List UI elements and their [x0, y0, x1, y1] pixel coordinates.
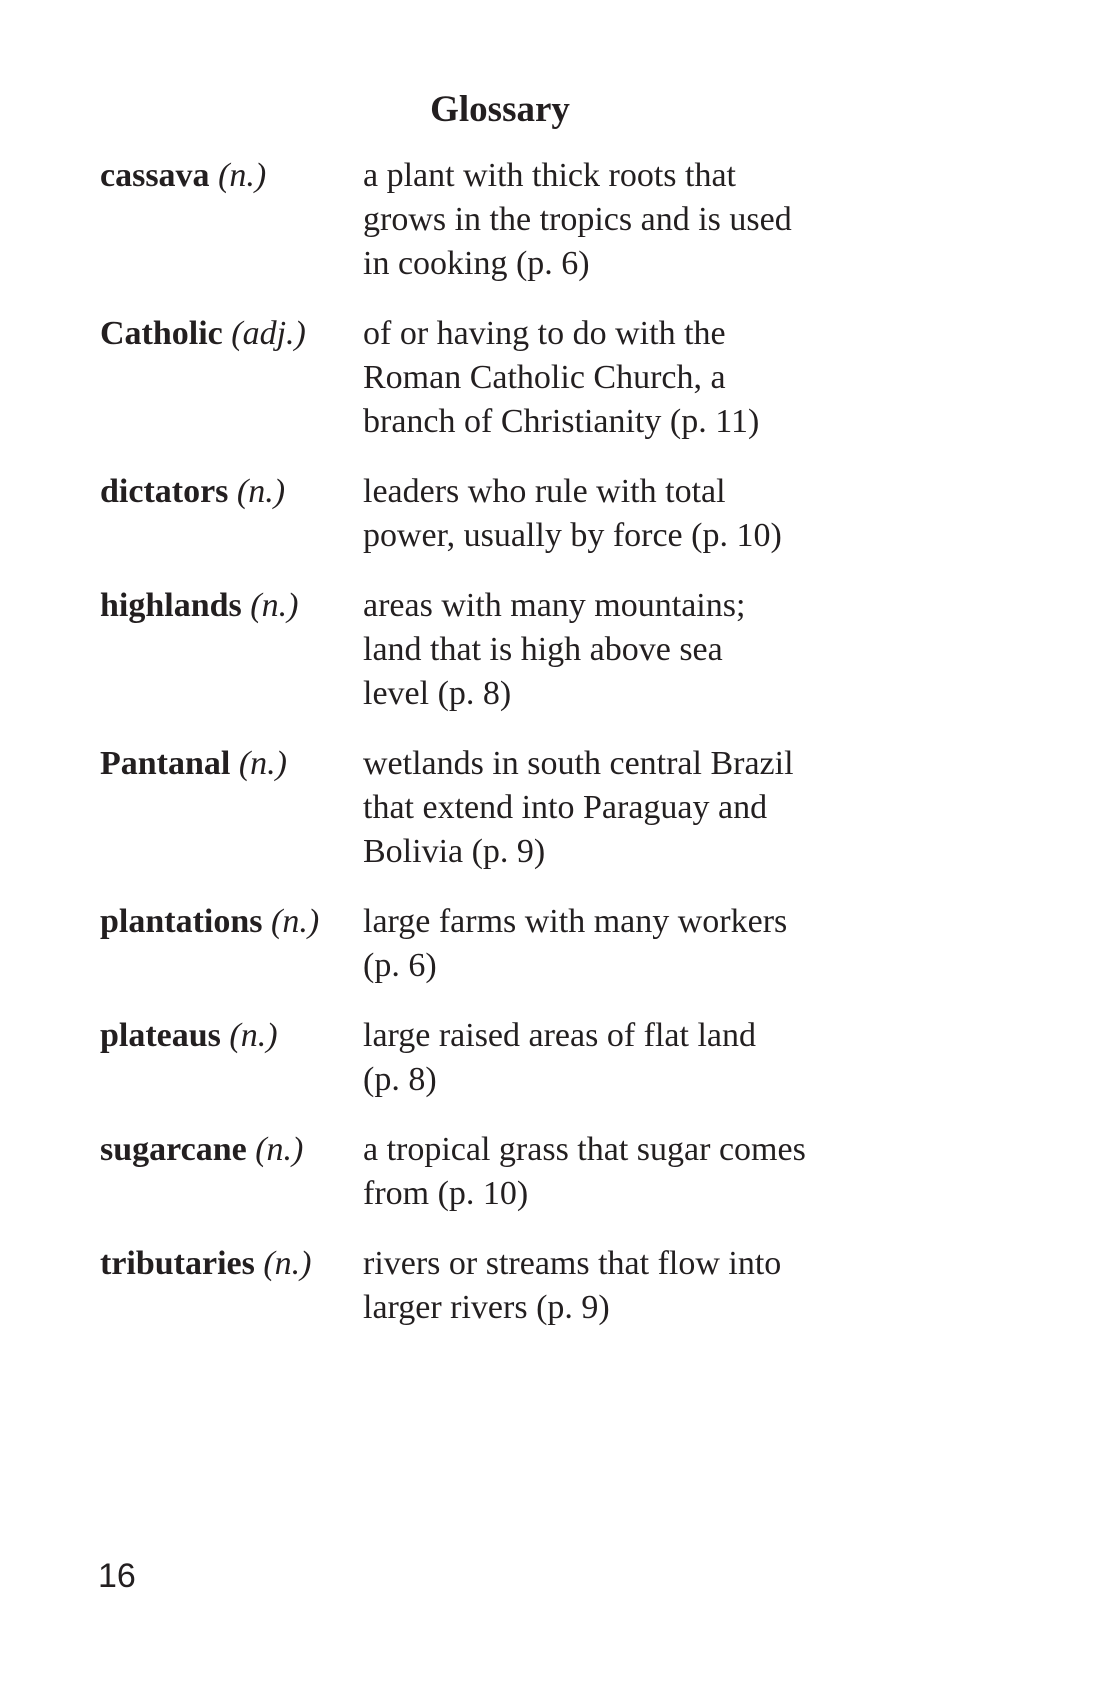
glossary-term: dictators	[100, 473, 229, 510]
part-of-speech: (n.)	[255, 1131, 304, 1168]
glossary-definition: areas with many mountains; land that is high above sea level (p. 8)	[363, 587, 746, 712]
glossary-entry-catholic	[100, 312, 940, 444]
part-of-speech: (n.)	[250, 587, 299, 624]
part-of-speech: (n.)	[263, 1245, 312, 1282]
page-number: 16	[98, 1557, 136, 1595]
glossary-term: sugarcane	[100, 1131, 247, 1168]
glossary-definition: leaders who rule with total power, usually by force (p. 10)	[363, 473, 782, 554]
term-column	[100, 312, 363, 444]
term-column	[100, 470, 363, 558]
glossary-term: tributaries	[100, 1245, 255, 1282]
glossary-list	[100, 154, 940, 1356]
term-column	[100, 584, 363, 716]
glossary-definition: large farms with many workers (p. 6)	[363, 903, 788, 984]
term-column	[100, 742, 363, 874]
glossary-definition: a tropical grass that sugar comes from (p. 10)	[363, 1131, 806, 1212]
term-column	[100, 1014, 363, 1102]
glossary-definition: large raised areas of flat land (p. 8)	[363, 1017, 757, 1098]
glossary-term: cassava	[100, 157, 210, 194]
glossary-entry-pantanal	[100, 742, 940, 874]
term-column	[100, 1128, 363, 1216]
part-of-speech: (n.)	[218, 157, 267, 194]
part-of-speech: (adj.)	[231, 315, 306, 352]
glossary-entry-highlands	[100, 584, 940, 716]
glossary-entry-dictators	[100, 470, 940, 558]
glossary-definition: wetlands in south central Brazil that extend into Paraguay and Bolivia (p. 9)	[363, 745, 794, 870]
glossary-entry-plateaus	[100, 1014, 940, 1102]
term-column	[100, 154, 363, 286]
part-of-speech: (n.)	[238, 745, 288, 782]
glossary-entry-sugarcane	[100, 1128, 940, 1216]
glossary-entry-cassava	[100, 154, 940, 286]
part-of-speech: (n.)	[229, 1017, 278, 1054]
term-column	[100, 900, 363, 988]
part-of-speech: (n.)	[236, 473, 286, 510]
glossary-entry-plantations	[100, 900, 940, 988]
glossary-definition: of or having to do with the Roman Catholic Church, a branch of Christianity (p. 11)	[363, 315, 760, 440]
glossary-term: Catholic	[100, 315, 223, 352]
glossary-entry-tributaries	[100, 1242, 940, 1330]
glossary-definition: rivers or streams that flow into larger rivers (p. 9)	[363, 1245, 782, 1326]
term-column	[100, 1242, 363, 1330]
part-of-speech: (n.)	[271, 903, 320, 940]
glossary-term: highlands	[100, 587, 242, 624]
page-title: Glossary	[430, 89, 570, 130]
glossary-term: plantations	[100, 903, 263, 940]
glossary-term: plateaus	[100, 1017, 221, 1054]
glossary-term: Pantanal	[100, 745, 231, 782]
glossary-definition: a plant with thick roots that grows in the tropics and is used in cooking (p. 6)	[363, 157, 792, 282]
